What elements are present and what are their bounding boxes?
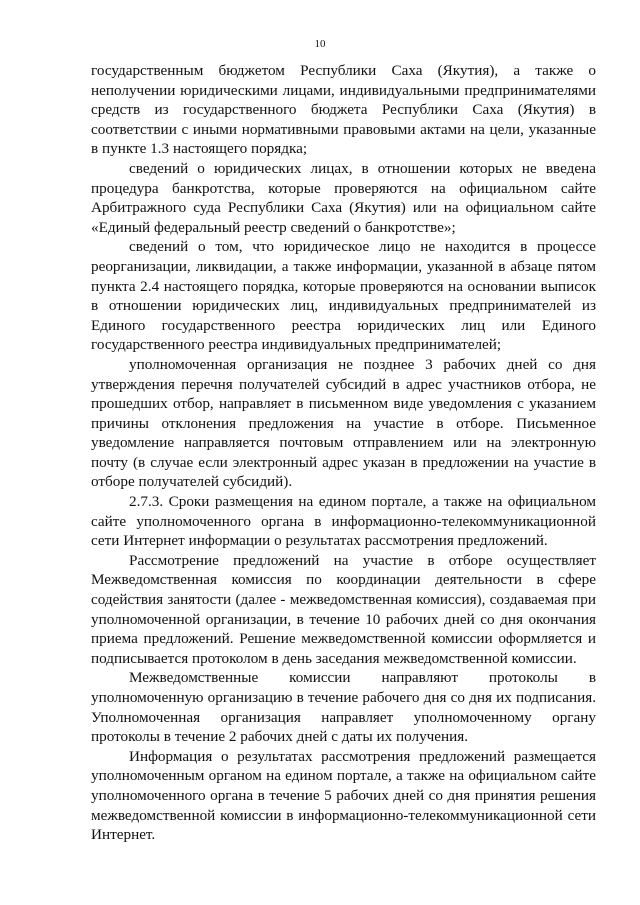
paragraph-reorganization-info: сведений о том, что юридическое лицо не находится в процессе реорганизации, ликвидации, а также информации, указанной в абзаце пятом пункта 2.4 настоящего порядка, которые проверяются на основании выписок в отношении юридических лиц, индивидуальных предпринимателей из Единого государственного реестра юридических лиц или Единого государственного реестра индивидуальных предпринимателей; [91,238,596,354]
paragraph-bankruptcy-info: сведений о юридических лицах, в отношении которых не введена процедура банкротства, которые проверяются на официальном сайте Арбитражного суда Республики Саха (Якутия) или на официальном сайте «Единый федеральный реестр сведений о банкротстве»; [91,159,596,236]
paragraph-commission-review: Рассмотрение предложений на участие в отборе осуществляет Межведомственная комиссия по координации деятельности в сфере содействия занятости (далее - межведомственная комиссия), создаваемая при уполномоченной организации, в течение 10 рабочих дней со дня окончания приема предложений. Решение межведомственной комиссии оформляется и подписывается протоколом в день заседания межведомственной комиссии. [91,551,596,667]
paragraph-results-publication: Информация о результатах рассмотрения предложений размещается уполномоченным органом на едином портале, а также на официальном сайте уполномоченного органа в течение 5 рабочих дней со дня принятия решения межведомственной комиссии в информационно-телекоммуникационной сети Интернет. [91,747,596,844]
paragraph-protocols: Межведомственные комиссии направляют протоколы в уполномоченную организацию в течение рабочего дня со дня их подписания. Уполномоченная организация направляет уполномоченному органу протоколы в течение 2 рабочих дней с даты их получения. [91,669,596,746]
paragraph-rejection-notice: уполномоченная организация не позднее 3 рабочих дней со дня утверждения перечня получателей субсидий в адрес участников отбора, не прошедших отбор, направляет в письменном виде уведомления с указанием причины отклонения предложения на участие в отборе. Письменное уведомление направляется почтовым отправлением или на электронную почту (в случае если электронный адрес указан в предложении на участие в отборе получателей субсидий). [91,355,596,491]
paragraph-section-2-7-3: 2.7.3. Сроки размещения на едином портале, а также на официальном сайте уполномоченного органа в информационно-телекоммуникационной сети Интернет информации о результатах рассмотрения предложений. [91,493,596,550]
page-number: 10 [314,38,326,50]
paragraph-budget-continuation: государственным бюджетом Республики Саха (Якутия), а также о неполучении юридическими лицами, индивидуальными предпринимателями средств из государственного бюджета Республики Саха (Якутия) в соответствии с иными нормативными правовыми актами на цели, указанные в пункте 1.3 настоящего порядка; [91,62,596,158]
document-body [91,61,596,845]
